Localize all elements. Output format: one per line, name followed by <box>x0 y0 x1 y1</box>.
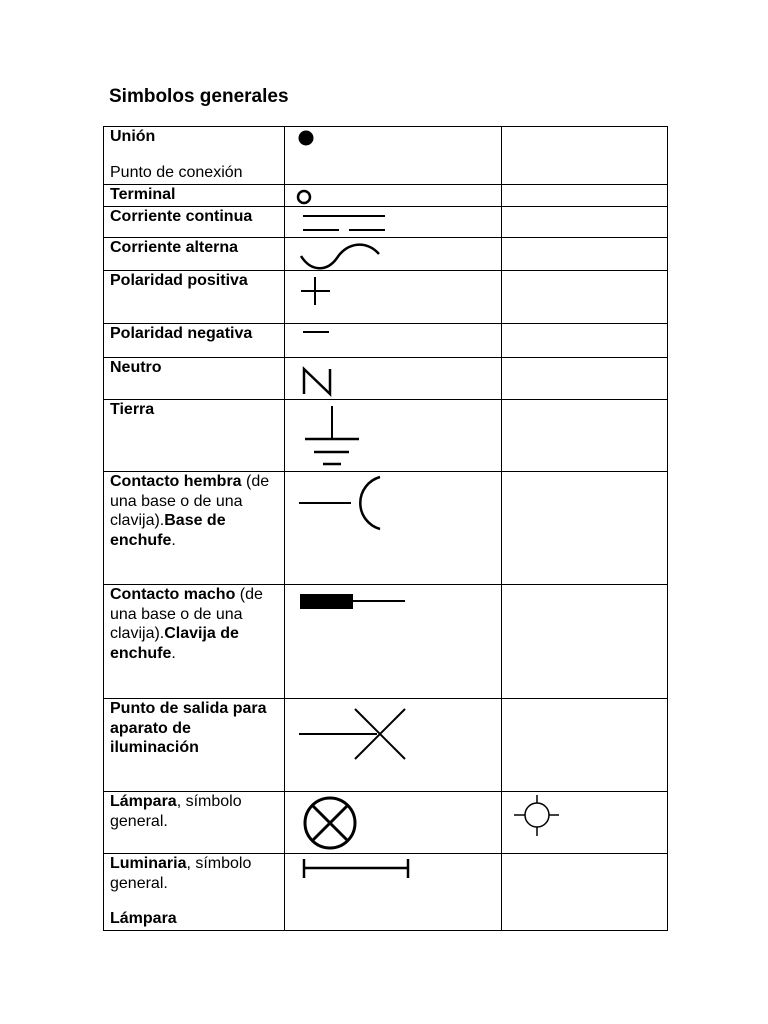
symbol-name: Tierra <box>110 401 155 418</box>
table-row <box>104 127 668 185</box>
alt-symbol-cell <box>502 185 668 207</box>
name-cell <box>104 854 285 931</box>
symbol-name: Luminaria <box>110 855 187 872</box>
symbol-description: (de una base o de una clavija). <box>110 473 270 529</box>
name-cell <box>104 271 285 324</box>
symbol-cell <box>285 854 502 931</box>
alt-symbol-cell <box>502 400 668 472</box>
alt-symbol-cell <box>502 271 668 324</box>
name-cell <box>104 127 285 185</box>
filled-dot-icon <box>285 127 501 184</box>
male-contact-icon <box>285 585 501 698</box>
symbol-name: Terminal <box>110 186 176 203</box>
table-row <box>104 271 668 324</box>
table-row <box>104 854 668 931</box>
name-cell <box>104 207 285 238</box>
alt-symbol-cell <box>502 324 668 358</box>
table-row <box>104 792 668 854</box>
symbol-alias: Clavija de enchufe <box>110 625 239 662</box>
plus-icon <box>285 271 501 323</box>
symbol-description-tail: . <box>171 644 176 662</box>
alt-symbol-cell <box>502 854 668 931</box>
table-row <box>104 238 668 271</box>
lamp-icon <box>285 792 501 853</box>
symbol-description-tail: . <box>171 531 176 549</box>
symbol-name: Punto de salida para aparato de iluminación <box>110 700 267 756</box>
alt-symbol-cell <box>502 699 668 792</box>
table-row <box>104 207 668 238</box>
symbol-description: , símbolo general. <box>110 793 242 830</box>
symbol-name: Corriente continua <box>110 208 253 225</box>
alt-symbol-cell <box>502 792 668 854</box>
lighting-outlet-icon <box>285 699 501 791</box>
page-title: Simbolos generales <box>109 86 289 107</box>
symbol-description: (de una base o de una clavija). <box>110 586 263 642</box>
symbol-cell <box>285 271 502 324</box>
symbol-description: Punto de conexión <box>110 163 243 181</box>
table-row <box>104 185 668 207</box>
symbol-cell <box>285 238 502 271</box>
symbols-table <box>103 126 668 931</box>
ground-icon <box>285 400 501 471</box>
symbol-cell <box>285 127 502 185</box>
symbol-cell <box>285 400 502 472</box>
female-contact-icon <box>285 472 501 584</box>
symbol-name: Corriente alterna <box>110 239 239 256</box>
symbol-name: Neutro <box>110 359 162 376</box>
name-cell <box>104 792 285 854</box>
name-cell <box>104 238 285 271</box>
alt-symbol-cell <box>502 127 668 185</box>
symbol-cell <box>285 699 502 792</box>
table-row <box>104 400 668 472</box>
lamp-alt-icon <box>502 792 667 853</box>
symbol-cell <box>285 207 502 238</box>
name-cell <box>104 400 285 472</box>
symbol-name: Lámpara <box>110 793 177 810</box>
symbol-alias: Base de enchufe <box>110 512 226 549</box>
luminaire-icon <box>285 854 501 930</box>
symbol-cell <box>285 185 502 207</box>
symbol-name: Unión <box>110 128 156 145</box>
table-row <box>104 472 668 585</box>
name-cell <box>104 472 285 585</box>
symbol-cell <box>285 472 502 585</box>
name-cell <box>104 585 285 699</box>
symbol-alias: Lámpara <box>110 910 177 927</box>
open-circle-icon <box>285 185 501 206</box>
symbol-name: Polaridad positiva <box>110 272 248 289</box>
direct-current-icon <box>285 207 501 237</box>
neutral-n-icon <box>285 358 501 399</box>
symbol-name: Contacto macho <box>110 586 236 603</box>
table-row <box>104 358 668 400</box>
table-row <box>104 324 668 358</box>
alt-symbol-cell <box>502 472 668 585</box>
symbol-name: Polaridad negativa <box>110 325 253 342</box>
name-cell <box>104 699 285 792</box>
symbol-cell <box>285 358 502 400</box>
alt-symbol-cell <box>502 585 668 699</box>
symbol-description: , símbolo general. <box>110 855 252 892</box>
minus-icon <box>285 324 501 357</box>
name-cell <box>104 358 285 400</box>
alt-symbol-cell <box>502 238 668 271</box>
name-cell <box>104 324 285 358</box>
table-row <box>104 699 668 792</box>
alt-symbol-cell <box>502 358 668 400</box>
alternating-current-icon <box>285 238 501 270</box>
table-row <box>104 585 668 699</box>
alt-symbol-cell <box>502 207 668 238</box>
symbol-cell <box>285 792 502 854</box>
symbol-name: Contacto hembra <box>110 473 242 490</box>
name-cell <box>104 185 285 207</box>
symbol-cell <box>285 324 502 358</box>
symbol-cell <box>285 585 502 699</box>
